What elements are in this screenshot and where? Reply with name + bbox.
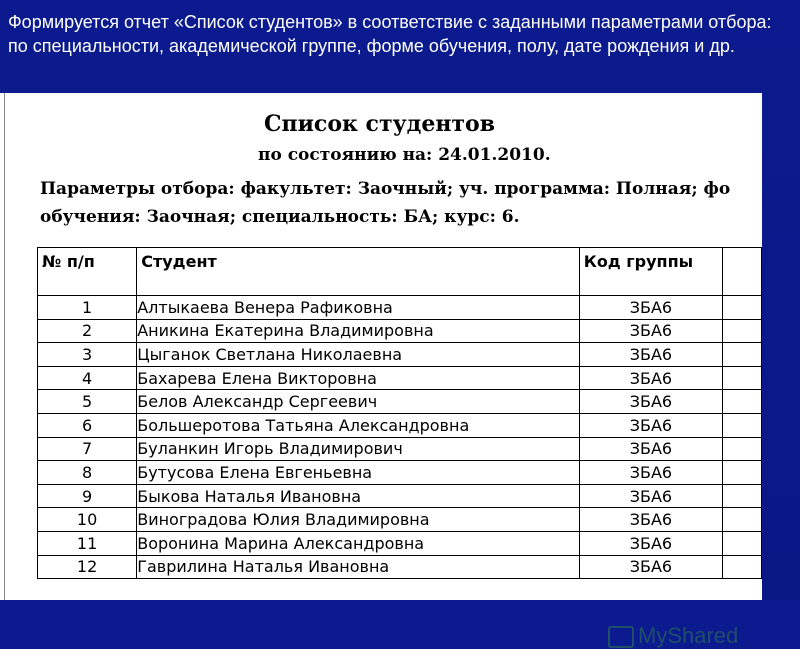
- row-number: 9: [38, 484, 137, 508]
- row-extra: [723, 296, 762, 320]
- row-number: 10: [38, 508, 137, 532]
- header-student: Студент: [137, 248, 580, 296]
- header-number: № п/п: [38, 248, 137, 296]
- sheet-border: [4, 93, 5, 600]
- row-student-name: Белов Александр Сергеевич: [137, 390, 580, 414]
- report-sheet: [0, 93, 762, 648]
- row-student-name: Гаврилина Наталья Ивановна: [137, 555, 580, 579]
- row-group-code: ЗБА6: [579, 343, 722, 367]
- row-extra: [723, 531, 762, 555]
- row-number: 2: [38, 319, 137, 343]
- report-date: по состоянию на: 24.01.2010.: [258, 145, 551, 165]
- table-row: [38, 413, 762, 437]
- row-student-name: Виноградова Юлия Владимировна: [137, 508, 580, 532]
- row-extra: [723, 319, 762, 343]
- table-row: [38, 343, 762, 367]
- table-row: [38, 390, 762, 414]
- report-title: Список студентов: [264, 111, 496, 137]
- row-extra: [723, 390, 762, 414]
- row-extra: [723, 555, 762, 579]
- header-extra: [723, 248, 762, 296]
- row-student-name: Бахарева Елена Викторовна: [137, 366, 580, 390]
- row-number: 4: [38, 366, 137, 390]
- row-extra: [723, 484, 762, 508]
- row-extra: [723, 461, 762, 485]
- row-student-name: Алтыкаева Венера Рафиковна: [137, 296, 580, 320]
- row-group-code: ЗБА6: [579, 508, 722, 532]
- table-row: [38, 461, 762, 485]
- row-student-name: Цыганок Светлана Николаевна: [137, 343, 580, 367]
- table-row: [38, 531, 762, 555]
- table-header-row: [38, 248, 762, 296]
- row-student-name: Бутусова Елена Евгеньевна: [137, 461, 580, 485]
- report-parameters: [40, 175, 762, 231]
- watermark-text: MyShared: [638, 623, 739, 648]
- row-number: 6: [38, 413, 137, 437]
- table-row: [38, 366, 762, 390]
- report-parameters-line1: Параметры отбора: факультет: Заочный; уч. программа: Полная; фо: [40, 179, 731, 199]
- row-number: 11: [38, 531, 137, 555]
- row-extra: [723, 413, 762, 437]
- table-row: [38, 555, 762, 579]
- row-student-name: Аникина Екатерина Владимировна: [137, 319, 580, 343]
- table-row: [38, 296, 762, 320]
- row-number: 3: [38, 343, 137, 367]
- row-number: 7: [38, 437, 137, 461]
- row-extra: [723, 366, 762, 390]
- report-parameters-line2: обучения: Заочная; специальность: БА; курс: 6.: [40, 207, 520, 227]
- row-group-code: ЗБА6: [579, 531, 722, 555]
- row-group-code: ЗБА6: [579, 296, 722, 320]
- table-row: [38, 508, 762, 532]
- slide-caption: Формируется отчет «Список студентов» в соответствие с заданными параметрами отбора: по специальности, академической группе, форме обучения, полу, дате рождения и др.: [8, 12, 772, 56]
- row-extra: [723, 343, 762, 367]
- row-number: 5: [38, 390, 137, 414]
- students-table: [37, 247, 762, 579]
- row-number: 12: [38, 555, 137, 579]
- row-group-code: ЗБА6: [579, 366, 722, 390]
- row-number: 8: [38, 461, 137, 485]
- row-group-code: ЗБА6: [579, 484, 722, 508]
- watermark: [608, 623, 738, 649]
- row-group-code: ЗБА6: [579, 319, 722, 343]
- row-student-name: Большеротова Татьяна Александровна: [137, 413, 580, 437]
- row-number: 1: [38, 296, 137, 320]
- row-student-name: Воронина Марина Александровна: [137, 531, 580, 555]
- row-group-code: ЗБА6: [579, 461, 722, 485]
- row-group-code: ЗБА6: [579, 413, 722, 437]
- row-student-name: Быкова Наталья Ивановна: [137, 484, 580, 508]
- row-extra: [723, 437, 762, 461]
- watermark-icon: [608, 626, 634, 648]
- row-student-name: Буланкин Игорь Владимирович: [137, 437, 580, 461]
- row-group-code: ЗБА6: [579, 437, 722, 461]
- table-row: [38, 484, 762, 508]
- header-group-code: Код группы: [579, 248, 722, 296]
- table-row: [38, 437, 762, 461]
- table-row: [38, 319, 762, 343]
- row-extra: [723, 508, 762, 532]
- row-group-code: ЗБА6: [579, 390, 722, 414]
- row-group-code: ЗБА6: [579, 555, 722, 579]
